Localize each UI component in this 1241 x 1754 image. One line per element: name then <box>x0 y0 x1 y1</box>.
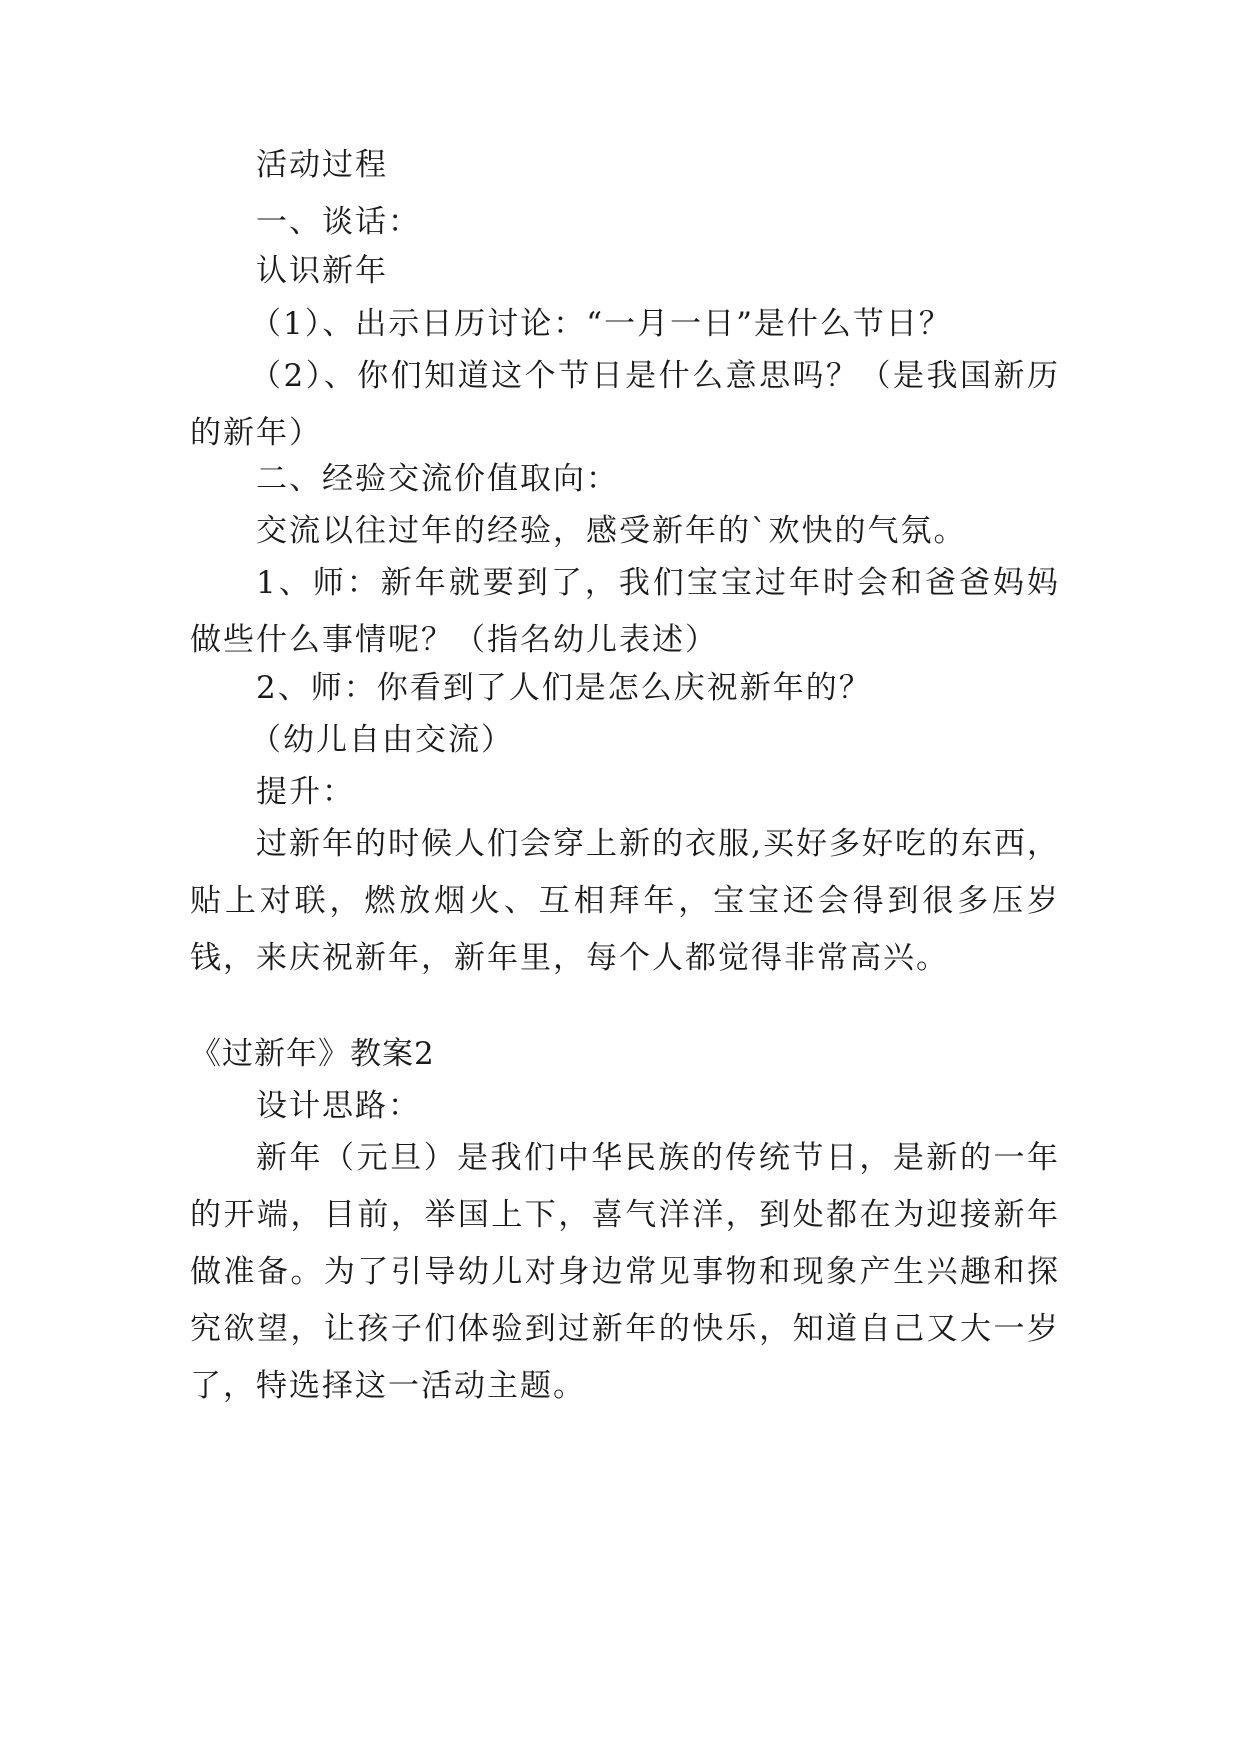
teacher-item-1: 1、师：新年就要到了，我们宝宝过年时会和爸爸妈妈做些什么事情呢？（指名幼儿表述） <box>190 565 1060 658</box>
lesson-plan-2-title: 《过新年》教案2 <box>190 1036 435 1072</box>
exchange-heading: 二、经验交流价值取向： <box>256 461 619 497</box>
activity-process-heading: 活动过程 <box>256 147 388 183</box>
raise-heading: 提升： <box>256 774 355 810</box>
question-2: （2）、你们知道这个节日是什么意思吗？（是我国新历的新年） <box>190 358 1060 451</box>
design-paragraph: 新年（元旦）是我们中华民族的传统节日，是新的一年的开端，目前，举国上下，喜气洋洋，到处都在为迎接新年做准备。为了引导幼儿对身边常见事物和现象产生兴趣和探究欲望，让孩子们体验到过新年的快乐，知道自己又大一岁了，特选择这一活动主题。 <box>190 1140 1060 1404</box>
raise-paragraph: 过新年的时候人们会穿上新的衣服,买好多好吃的东西，贴上对联，燃放烟火、互相拜年，宝宝还会得到很多压岁钱，来庆祝新年，新年里，每个人都觉得非常高兴。 <box>190 826 1060 976</box>
talk-heading: 一、谈话： <box>256 204 421 240</box>
exchange-intro: 交流以往过年的经验，感受新年的`欢快的气氛。 <box>256 513 967 549</box>
free-talk-note: （幼儿自由交流） <box>250 722 514 758</box>
talk-subheading: 认识新年 <box>256 253 388 289</box>
question-1: （1）、出示日历讨论：“一月一日”是什么节日？ <box>250 306 952 342</box>
teacher-item-2: 2、师：你看到了人们是怎么庆祝新年的？ <box>256 670 872 706</box>
design-heading: 设计思路： <box>256 1088 421 1124</box>
